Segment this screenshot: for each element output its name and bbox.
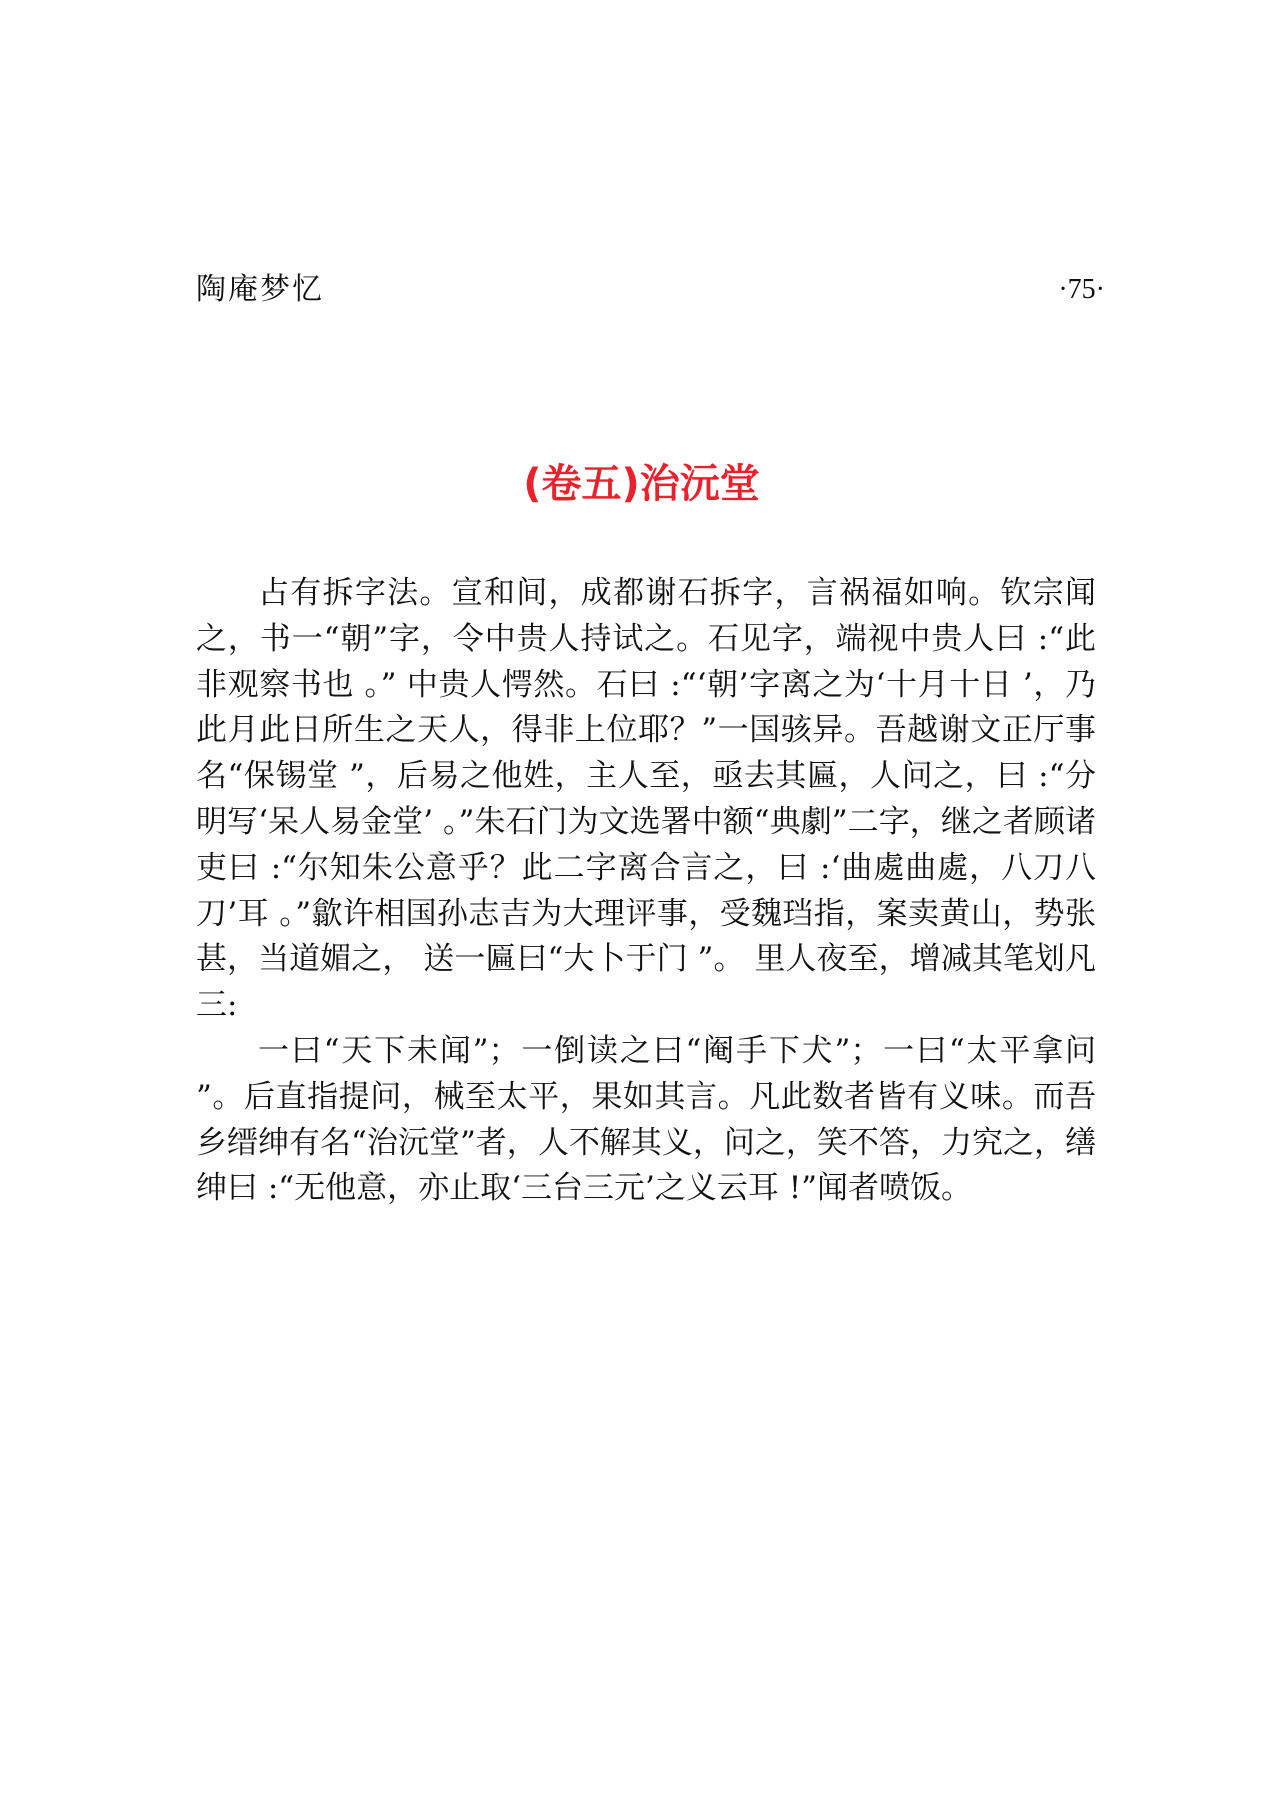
body-text — [196, 571, 1096, 1212]
chapter-title: (卷五)治沅堂 — [523, 461, 760, 507]
running-head-title: 陶庵梦忆 — [196, 272, 324, 307]
paragraph: 占有拆字法。宣和间，成都谢石拆字，言祸福如响。钦宗闻之，书一“朝”字，令中贵人持试之。石见字，端视中贵人曰 :“此非观察书也 。” 中贵人愕然。石曰 :“‘朝’字离之为‘十月十日 ’，乃此月此日所生之天人，得非上位耶？”一国骇异。吾越谢文正厅事名“保锡堂 ”，后易之他姓，主人至，亟去其匾，人问之，曰 :“分明写‘呆人易金堂’ 。”朱石门为文选署中额“典劇”二字，继之者顾诸吏曰 :“尔知朱公意乎？此二字离合言之，曰 :‘曲處曲處，八刀八刀’耳 。”歙许相国孙志吉为大理评事，受魏珰指，案卖黄山，势张甚，当道媚之， 送一匾曰“大卜于门 ”。 里人夜至，增减其笔划凡三: — [196, 575, 1096, 1024]
page-number: ·75· — [1058, 274, 1105, 305]
paragraph: 一曰“天下未闻”；一倒读之曰“阉手下犬”；一曰“太平拿问 ”。后直指提问，械至太平，果如其言。凡此数者皆有义味。而吾乡缙绅有名“治沅堂”者，人不解其义，问之，笑不答，力究之，缮绅曰 :“无他意，亦止取‘三台三元’之义云耳 !”闻者喷饭。 — [196, 1032, 1096, 1207]
